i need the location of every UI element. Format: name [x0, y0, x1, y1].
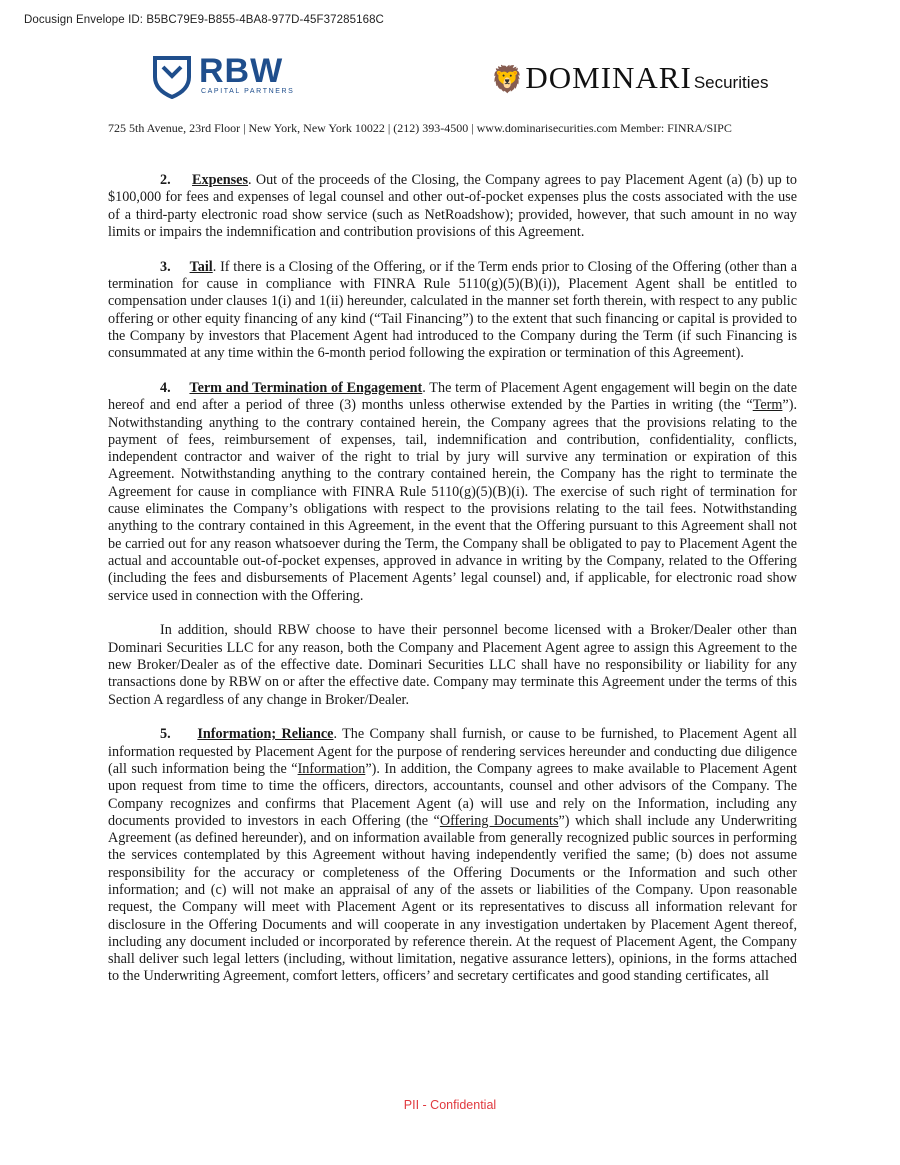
defined-term: Offering Documents	[439, 812, 559, 829]
section-text: In addition, should RBW choose to have their personnel become licensed with a Broker/Dealer other than Dominari Securities LLC for any reason, both the Company and Placement Agent agree to assign this Agreement to the new Broker/Dealer as of the effective date. Dominari Securities LLC shall have no responsibility or liability for any transactions done by RBW on or after the effective date. Company may terminate this Agreement under the terms of this Section A regardless of any change in Broker/Dealer.	[108, 622, 797, 708]
section-expenses	[108, 172, 797, 241]
section-number: 3.	[160, 258, 171, 275]
defined-term: Term	[752, 397, 783, 414]
defined-term: Information	[297, 760, 366, 777]
confidential-footer: PII - Confidential	[403, 1098, 497, 1112]
section-text: . The Company shall furnish, or cause to be furnished, to Placement Agent all information requested by Placement Agent for the purpose of rendering services hereunder and conducting due diligence (all such information being the “	[108, 726, 797, 777]
section-heading: Information; Reliance	[197, 726, 334, 743]
lion-crest-icon: 🦁	[491, 65, 524, 94]
section-heading: Tail	[189, 258, 213, 275]
section-text: . Out of the proceeds of the Closing, the Company agrees to pay Placement Agent (a) (b) up to $100,000 for fees and expenses of legal counsel and other out-of-pocket expenses plus the costs associated with the use of a third-party electronic road show service (such as NetRoadshow); provided, however, that such amount in no way limits or impairs the indemnification and contribution provisions of this Agreement.	[108, 172, 797, 240]
section-number: 5.	[160, 726, 171, 743]
section-information	[108, 726, 797, 985]
document-body	[108, 172, 797, 1003]
rbw-shield-icon	[152, 55, 192, 99]
section-tail	[108, 259, 797, 363]
section-text: ”) which shall include any Underwriting Agreement (as defined hereunder), and on information available from generally recognized public sources in performing the services contemplated by this Agreement without having independently verified the same; (b) does not assume responsibility for the accuracy or completeness of the Offering Documents or the Information and such other information; and (c) will not make an appraisal of any of the assets or liabilities of the Company. Upon reasonable request, the Company will meet with Placement Agent or its representatives to discuss all information relevant for disclosure in the Offering Documents and will cooperate in any investigation undertaken by Placement Agent thereof, including any document included or incorporated by reference therein. At the request of Placement Agent, the Company shall deliver such legal letters (including, without limitation, negative assurance letters), opinions, in the forms attached to the Underwriting Agreement, comfort letters, officers’ and secretary certificates and good standing certificates, all	[108, 812, 797, 985]
section-number: 4.	[160, 379, 171, 396]
letterhead-address: 725 5th Avenue, 23rd Floor | New York, New York 10022 | (212) 393-4500 | www.dominarisecurities.com Member: FINRA/SIPC	[108, 121, 732, 135]
section-number: 2.	[160, 172, 171, 188]
section-text: . If there is a Closing of the Offering, or if the Term ends prior to Closing of the Offering (other than a termination for cause in compliance with FINRA Rule 5110(g)(5)(B)(i)), Placement Agent shall be entitled to compensation under clauses 1(i) and 1(ii) hereunder, calculated in the manner set forth therein, with respect to any public offering or other equity financing of any kind (“Tail Financing”) to the extent that such financing or capital is provided to the Company by investors that Placement Agent had introduced to the Company during the Term (if such Financing is consummated at any time within the 6-month period following the expiration or termination of this Agreement).	[108, 258, 798, 362]
section-term	[108, 380, 797, 605]
envelope-id: Docusign Envelope ID: B5BC79E9-B855-4BA8-977D-45F37285168C	[24, 14, 384, 26]
section-heading: Expenses	[192, 172, 249, 188]
dominari-logo	[491, 60, 768, 96]
section-addition	[108, 622, 797, 708]
rbw-subtitle: CAPITAL PARTNERS	[201, 88, 295, 95]
section-text: ”). In addition, the Company agrees to make available to Placement Agent upon request from time to time the officers, directors, accountants, counsel and other advisors of the Company. The Company recognizes and confirms that Placement Agent (a) will use and rely on the Information, including any documents provided to investors in each Offering (the “	[108, 760, 798, 829]
section-heading: Term and Termination of Engagement	[189, 379, 423, 396]
rbw-logo	[152, 52, 295, 99]
section-text: ”). Notwithstanding anything to the contrary contained herein, the Company agrees that the provisions relating to the payment of fees, reimbursement of expenses, tail, indemnification and contribution, confidentiality, conflicts, independent contractor and waiver of the right to trial by jury will survive any termination or expiration of this Agreement. Notwithstanding anything to the contrary contained herein, the Company has the right to terminate the Agreement for cause in compliance with FINRA Rule 5110(g)(5)(B)(i). The exercise of such right of termination for cause eliminates the Company’s obligations with respect to the provisions relating to the tail fees. Notwithstanding anything to the contrary contained in this Agreement, in the event that the Offering pursuant to this Agreement shall not be carried out for any reason whatsoever during the Term, the Company shall be obligated to pay to Placement Agent the actual and accountable out-of-pocket expenses, approved in advance in writing by the Company, related to the Offering (including the fees and disbursements of Placement Agents’ legal counsel) and, if applicable, for electronic road show service used in connection with the Offering.	[108, 397, 797, 604]
dominari-suffix: Securities	[693, 73, 769, 92]
rbw-name: RBW	[199, 52, 284, 90]
dominari-name: DOMINARI	[525, 60, 692, 95]
section-text: . The term of Placement Agent engagement will begin on the date hereof and end after a period of three (3) months unless otherwise extended by the Parties in writing (the “	[108, 379, 797, 414]
